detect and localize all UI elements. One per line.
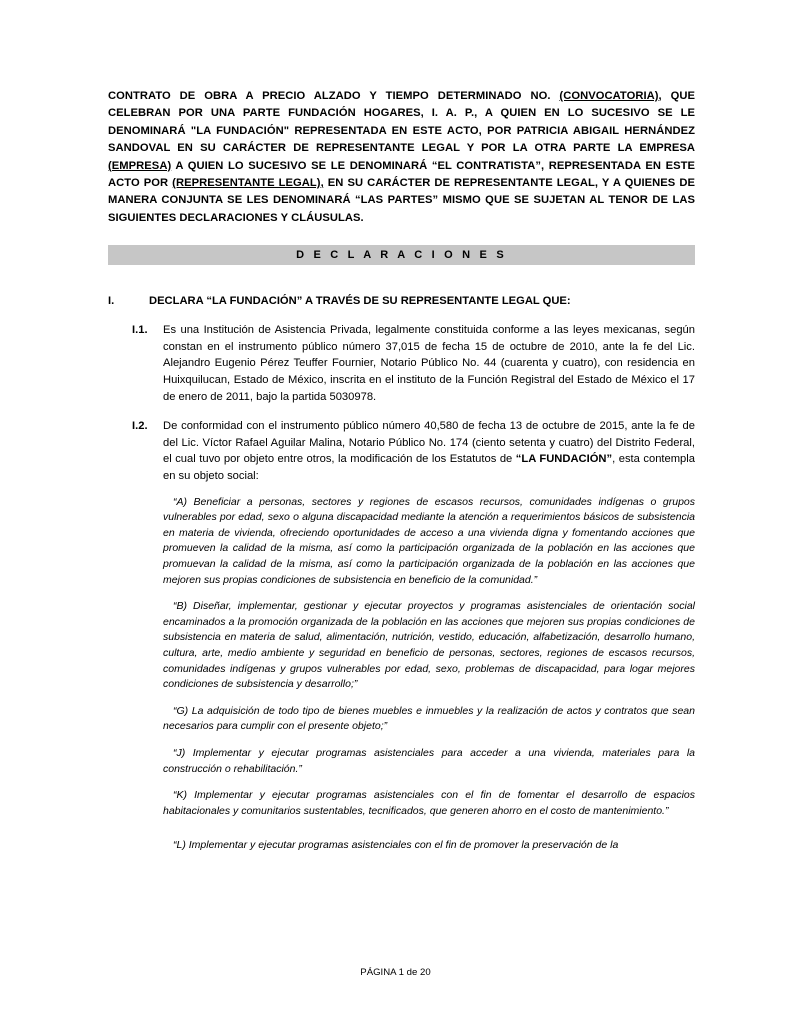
title-part-2: , QUE CELEBRAN POR UNA PARTE FUNDACIÓN HOGARES, I. A. P., A QUIEN EN LO SUCESIVO SE LE DENOMINARÁ "LA FUNDACIÓN" REPRESENTADA EN ESTE ACTO, POR PATRICIA ABIGAIL HERNÁNDEZ SANDOVAL EN SU CARÁCTER DE REPRESENTANTE LEGAL Y POR LA OTRA PARTE LA EMPRESA bbox=[108, 90, 695, 155]
quote-k: “K) Implementar y ejecutar programas asistenciales con el fin de fomentar el desarrollo de espacios habitacionales y comunitarios sustentables, tecnificados, que generen ahorro en el costo de mantenimiento.” bbox=[163, 789, 695, 817]
clause-text-bold: “LA FUNDACIÓN” bbox=[515, 453, 613, 466]
title-part-empresa: (EMPRESA) bbox=[108, 159, 172, 172]
quote-b: “B) Diseñar, implementar, gestionar y ejecutar proyectos y programas asistenciales de orientación social encaminados a la promoción organizada de la población en las acciones que mejoren sus propias condiciones de subsistencia en materia de salud, alimentación, nutrición, vestido, educación, alfabetización, desarrollo humano, cultura, arte, medio ambiente y seguridad en beneficio de personas, sectores, regiones de escasos recursos, comunidades indígenas y grupos vulnerables por edad, sexo, problemas de discapacidad, para logar mejores condiciones de subsistencia y desarrollo;” bbox=[163, 600, 695, 691]
title-part-4: A QUIEN LO SUCESIVO SE LE DENOMINARÁ “EL CONTRATISTA”, REPRESENTADA EN ESTE ACTO POR bbox=[108, 159, 695, 190]
clause-text: Es una Institución de Asistencia Privada, legalmente constituida conforme a las leyes mexicanas, según constan en el instrumento público número 37,015 de fecha 15 de octubre de 2010, ante la fe del Lic. Alejandro Eugenio Pérez Teuffer Fournier, Notario Público No. 44 (cuarenta y cuatro), con residencia en Huixquilucan, Estado de México, inscrita en el instituto de la Función Registral del Estado de México el 17 de enero de 2011, bajo la partida 5030978. bbox=[163, 324, 695, 403]
quote-g: “G) La adquisición de todo tipo de bienes muebles e inmuebles y la realización de actos y contratos que sean necesarios para cumplir con el presente objeto;” bbox=[163, 704, 695, 733]
clause-text-before-bold: De conformidad con el instrumento público número 40,580 de fecha 13 de octubre de 2015, ante la fe de del Lic. Víctor Rafael Aguilar Malina, Notario Público No. 174 (ciento setenta y cuatro) del Distrito Federal, el cual tuvo por objeto entre otros, la modificación de los Estatutos de bbox=[163, 420, 695, 466]
clause-i-2 bbox=[108, 418, 695, 484]
section-number: I. bbox=[108, 295, 115, 308]
title-part-6: EN SU CARÁCTER DE REPRESENTANTE LEGAL, Y A QUIENES DE MANERA CONJUNTA SE LES DENOMINARÁ “LAS PARTES” MISMO QUE SE SUJETAN AL TENOR DE LAS SIGUIENTES DECLARACIONES Y CLÁUSULAS. bbox=[108, 177, 695, 224]
clause-text-after-bold: , esta contempla en su objeto social: bbox=[163, 453, 695, 482]
page-footer: PÁGINA 1 de 20 bbox=[360, 967, 431, 978]
contract-title-paragraph bbox=[108, 88, 695, 227]
clause-number: I.1. bbox=[132, 324, 148, 337]
quote-l: “L) Implementar y ejecutar programas asistenciales con el fin de promover la preservación de la bbox=[173, 839, 619, 852]
section-heading-i bbox=[108, 293, 695, 309]
section-heading-text: DECLARA “LA FUNDACIÓN” A TRAVÉS DE SU REPRESENTANTE LEGAL QUE: bbox=[149, 295, 571, 308]
title-part-convocatoria: (CONVOCATORIA) bbox=[559, 90, 659, 102]
clause-text bbox=[163, 418, 695, 484]
quote-j: “J) Implementar y ejecutar programas asistenciales para acceder a una vivienda, materiales para la construcción o rehabilitación.” bbox=[163, 746, 695, 775]
object-social-quotes bbox=[108, 495, 695, 854]
quote-a: “A) Beneficiar a personas, sectores y regiones de escasos recursos, comunidades indígenas o grupos vulnerables por edad, sexo o alguna discapacidad mediante la atención a requerimientos básicos de subsistencia en materia de vivienda, ofreciendo oportunidades de acceso a una vivienda digna y fomentando acciones que promueven la calidad de la misma, así como la participación organizada de la población en las acciones que promuevan la calidad de la misma, así como la participación organizada de la población en las acciones que mejoren sus propias condiciones de subsistencia en beneficio de la comunidad.” bbox=[163, 495, 695, 586]
clause-i-1 bbox=[108, 322, 695, 405]
clause-number: I.2. bbox=[132, 420, 148, 433]
title-part-0: CONTRATO DE OBRA A PRECIO ALZADO Y TIEMPO DETERMINADO NO. bbox=[108, 90, 560, 102]
title-part-representante-legal: (REPRESENTANTE LEGAL), bbox=[172, 177, 324, 190]
declarations-banner: D E C L A R A C I O N E S bbox=[108, 245, 695, 265]
